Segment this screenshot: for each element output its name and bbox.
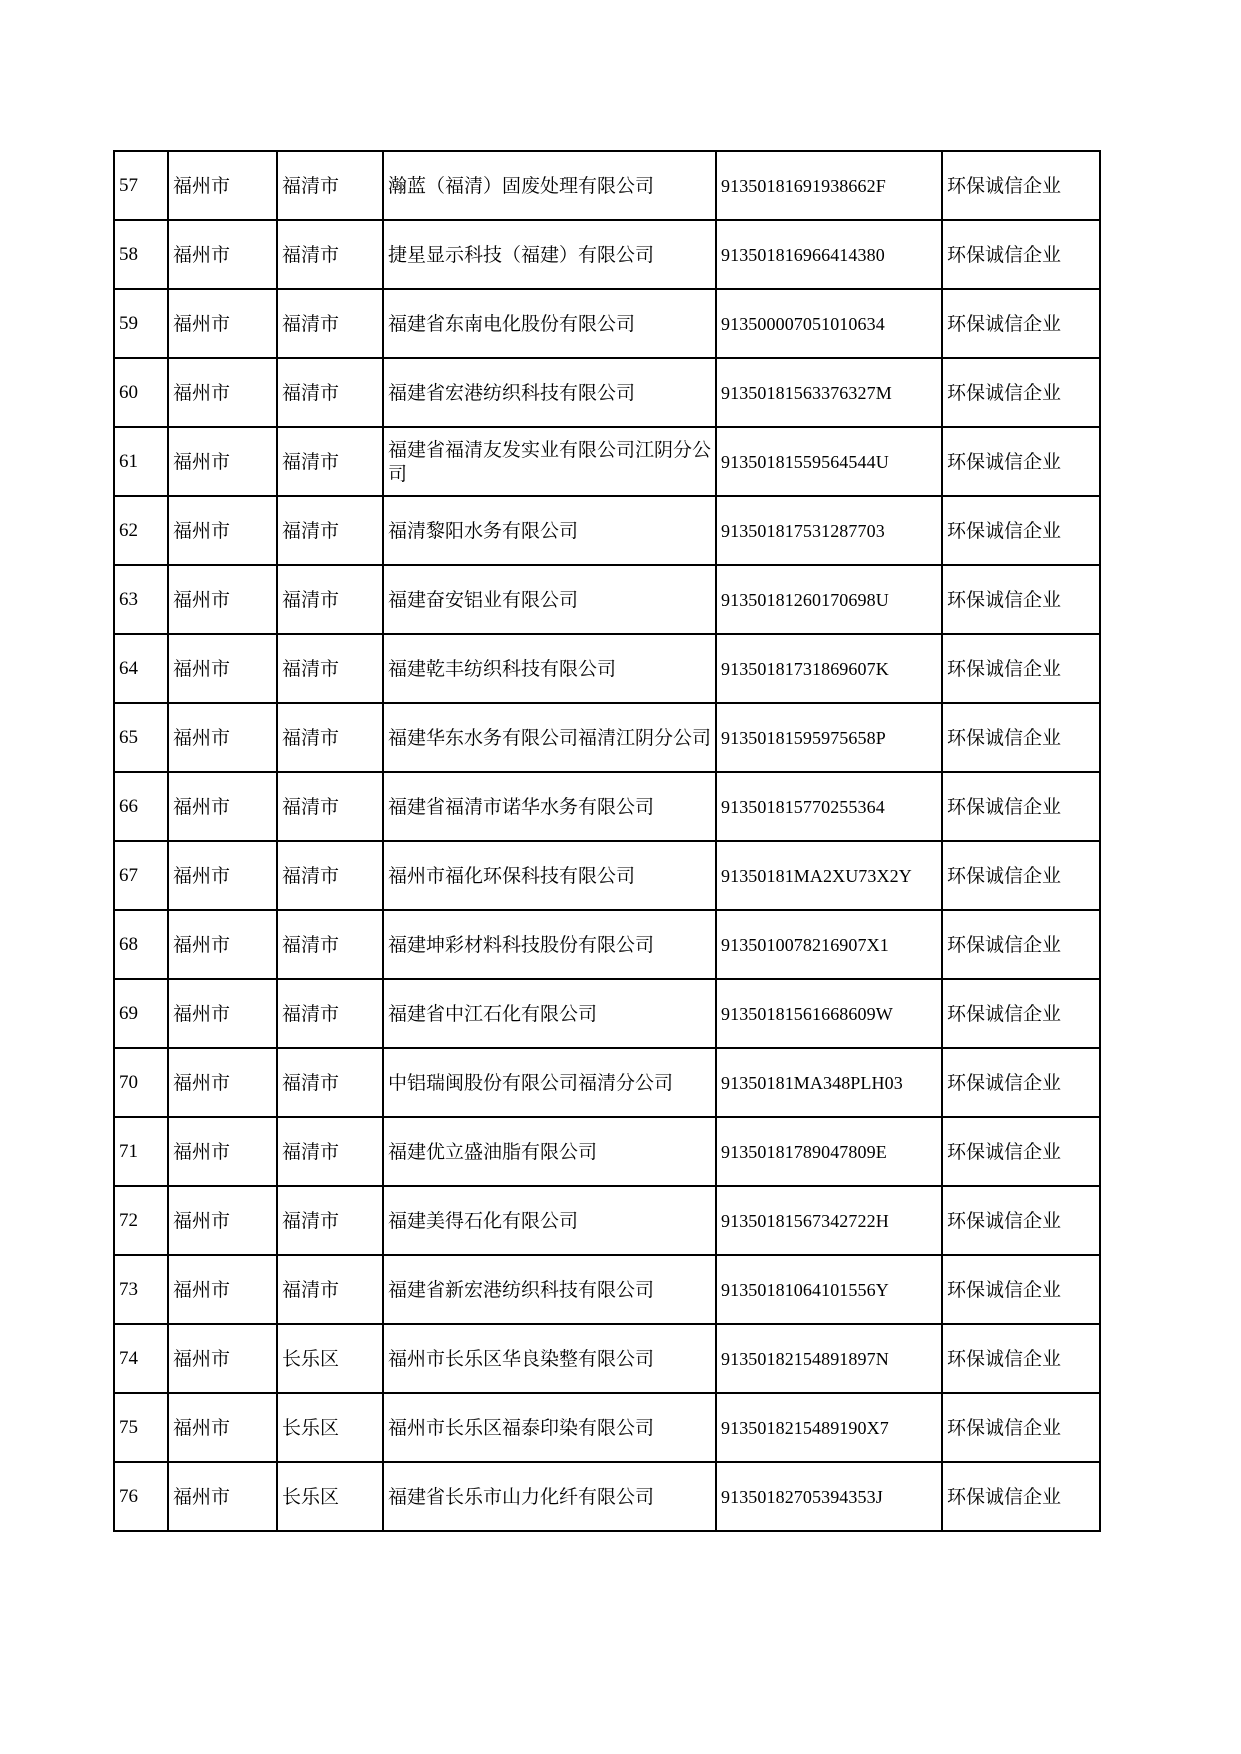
district-cell: 福清市 [277, 1255, 383, 1324]
company-name-cell: 福清黎阳水务有限公司 [383, 496, 716, 565]
company-name-cell: 捷星显示科技（福建）有限公司 [383, 220, 716, 289]
city-cell: 福州市 [168, 289, 277, 358]
company-name-cell: 福建美得石化有限公司 [383, 1186, 716, 1255]
company-name-cell: 中铝瑞闽股份有限公司福清分公司 [383, 1048, 716, 1117]
row-number: 74 [114, 1324, 168, 1393]
row-number: 68 [114, 910, 168, 979]
credit-code-cell: 91350181559564544U [716, 427, 942, 496]
district-cell: 福清市 [277, 634, 383, 703]
row-number: 67 [114, 841, 168, 910]
table-row [114, 703, 1100, 772]
company-name-cell: 福建省福清市诺华水务有限公司 [383, 772, 716, 841]
district-cell: 福清市 [277, 772, 383, 841]
rating-cell: 环保诚信企业 [942, 565, 1100, 634]
city-cell: 福州市 [168, 496, 277, 565]
district-cell: 长乐区 [277, 1462, 383, 1531]
district-cell: 福清市 [277, 565, 383, 634]
credit-code-cell: 9135018215489190X7 [716, 1393, 942, 1462]
table-row [114, 358, 1100, 427]
table-row [114, 979, 1100, 1048]
rating-cell: 环保诚信企业 [942, 634, 1100, 703]
city-cell: 福州市 [168, 772, 277, 841]
company-name-cell: 福建省新宏港纺织科技有限公司 [383, 1255, 716, 1324]
company-name-cell: 福建省福清友发实业有限公司江阴分公司 [383, 427, 716, 496]
district-cell: 福清市 [277, 496, 383, 565]
rating-cell: 环保诚信企业 [942, 289, 1100, 358]
district-cell: 福清市 [277, 1117, 383, 1186]
row-number: 57 [114, 151, 168, 220]
row-number: 65 [114, 703, 168, 772]
company-name-cell: 福建坤彩材料科技股份有限公司 [383, 910, 716, 979]
table-row [114, 1324, 1100, 1393]
district-cell: 福清市 [277, 979, 383, 1048]
row-number: 63 [114, 565, 168, 634]
table-row [114, 220, 1100, 289]
city-cell: 福州市 [168, 703, 277, 772]
city-cell: 福州市 [168, 841, 277, 910]
table-row [114, 1186, 1100, 1255]
city-cell: 福州市 [168, 220, 277, 289]
row-number: 64 [114, 634, 168, 703]
city-cell: 福州市 [168, 358, 277, 427]
city-cell: 福州市 [168, 1255, 277, 1324]
city-cell: 福州市 [168, 979, 277, 1048]
table-row [114, 151, 1100, 220]
company-name-cell: 福州市长乐区华良染整有限公司 [383, 1324, 716, 1393]
company-name-cell: 福建华东水务有限公司福清江阴分公司 [383, 703, 716, 772]
district-cell: 福清市 [277, 841, 383, 910]
row-number: 70 [114, 1048, 168, 1117]
district-cell: 福清市 [277, 151, 383, 220]
district-cell: 福清市 [277, 703, 383, 772]
table-row [114, 910, 1100, 979]
district-cell: 福清市 [277, 1048, 383, 1117]
rating-cell: 环保诚信企业 [942, 703, 1100, 772]
row-number: 69 [114, 979, 168, 1048]
rating-cell: 环保诚信企业 [942, 1393, 1100, 1462]
row-number: 62 [114, 496, 168, 565]
rating-cell: 环保诚信企业 [942, 220, 1100, 289]
table-row [114, 634, 1100, 703]
table-row [114, 1117, 1100, 1186]
district-cell: 长乐区 [277, 1324, 383, 1393]
district-cell: 长乐区 [277, 1393, 383, 1462]
credit-code-cell: 91350181789047809E [716, 1117, 942, 1186]
table-row [114, 1255, 1100, 1324]
company-name-cell: 福建奋安铝业有限公司 [383, 565, 716, 634]
city-cell: 福州市 [168, 565, 277, 634]
rating-cell: 环保诚信企业 [942, 427, 1100, 496]
rating-cell: 环保诚信企业 [942, 1462, 1100, 1531]
credit-code-cell: 9135010078216907X1 [716, 910, 942, 979]
company-name-cell: 福建乾丰纺织科技有限公司 [383, 634, 716, 703]
company-name-cell: 福建省长乐市山力化纤有限公司 [383, 1462, 716, 1531]
row-number: 59 [114, 289, 168, 358]
credit-code-cell: 91350181595975658P [716, 703, 942, 772]
table-row [114, 496, 1100, 565]
credit-code-cell: 913500007051010634 [716, 289, 942, 358]
rating-cell: 环保诚信企业 [942, 151, 1100, 220]
rating-cell: 环保诚信企业 [942, 910, 1100, 979]
district-cell: 福清市 [277, 220, 383, 289]
row-number: 61 [114, 427, 168, 496]
company-name-cell: 福建优立盛油脂有限公司 [383, 1117, 716, 1186]
rating-cell: 环保诚信企业 [942, 772, 1100, 841]
credit-code-cell: 913501815770255364 [716, 772, 942, 841]
credit-code-cell: 91350181MA348PLH03 [716, 1048, 942, 1117]
credit-code-cell: 91350181731869607K [716, 634, 942, 703]
credit-code-cell: 91350181MA2XU73X2Y [716, 841, 942, 910]
rating-cell: 环保诚信企业 [942, 979, 1100, 1048]
district-cell: 福清市 [277, 427, 383, 496]
company-name-cell: 福建省宏港纺织科技有限公司 [383, 358, 716, 427]
city-cell: 福州市 [168, 634, 277, 703]
row-number: 72 [114, 1186, 168, 1255]
district-cell: 福清市 [277, 1186, 383, 1255]
row-number: 66 [114, 772, 168, 841]
table-row [114, 1462, 1100, 1531]
row-number: 58 [114, 220, 168, 289]
city-cell: 福州市 [168, 1324, 277, 1393]
company-name-cell: 福建省东南电化股份有限公司 [383, 289, 716, 358]
rating-cell: 环保诚信企业 [942, 1186, 1100, 1255]
city-cell: 福州市 [168, 1117, 277, 1186]
company-name-cell: 福州市长乐区福泰印染有限公司 [383, 1393, 716, 1462]
table-row [114, 1393, 1100, 1462]
city-cell: 福州市 [168, 1048, 277, 1117]
enterprise-table-body [114, 151, 1100, 1531]
city-cell: 福州市 [168, 427, 277, 496]
company-name-cell: 瀚蓝（福清）固废处理有限公司 [383, 151, 716, 220]
row-number: 71 [114, 1117, 168, 1186]
credit-code-cell: 913501817531287703 [716, 496, 942, 565]
district-cell: 福清市 [277, 910, 383, 979]
city-cell: 福州市 [168, 910, 277, 979]
district-cell: 福清市 [277, 358, 383, 427]
rating-cell: 环保诚信企业 [942, 841, 1100, 910]
city-cell: 福州市 [168, 151, 277, 220]
city-cell: 福州市 [168, 1393, 277, 1462]
city-cell: 福州市 [168, 1186, 277, 1255]
rating-cell: 环保诚信企业 [942, 1324, 1100, 1393]
credit-code-cell: 91350181563376327M [716, 358, 942, 427]
table-row [114, 841, 1100, 910]
credit-code-cell: 91350181691938662F [716, 151, 942, 220]
table-row [114, 1048, 1100, 1117]
table-row [114, 427, 1100, 496]
district-cell: 福清市 [277, 289, 383, 358]
company-name-cell: 福州市福化环保科技有限公司 [383, 841, 716, 910]
credit-code-cell: 91350181260170698U [716, 565, 942, 634]
rating-cell: 环保诚信企业 [942, 496, 1100, 565]
row-number: 75 [114, 1393, 168, 1462]
rating-cell: 环保诚信企业 [942, 1048, 1100, 1117]
row-number: 76 [114, 1462, 168, 1531]
table-row [114, 289, 1100, 358]
rating-cell: 环保诚信企业 [942, 1117, 1100, 1186]
rating-cell: 环保诚信企业 [942, 358, 1100, 427]
row-number: 73 [114, 1255, 168, 1324]
rating-cell: 环保诚信企业 [942, 1255, 1100, 1324]
credit-code-cell: 91350182705394353J [716, 1462, 942, 1531]
credit-code-cell: 913501816966414380 [716, 220, 942, 289]
city-cell: 福州市 [168, 1462, 277, 1531]
credit-code-cell: 91350181567342722H [716, 1186, 942, 1255]
row-number: 60 [114, 358, 168, 427]
company-name-cell: 福建省中江石化有限公司 [383, 979, 716, 1048]
credit-code-cell: 91350181064101556Y [716, 1255, 942, 1324]
credit-code-cell: 91350182154891897N [716, 1324, 942, 1393]
table-row [114, 565, 1100, 634]
credit-code-cell: 91350181561668609W [716, 979, 942, 1048]
table-row [114, 772, 1100, 841]
enterprise-table [113, 150, 1101, 1532]
